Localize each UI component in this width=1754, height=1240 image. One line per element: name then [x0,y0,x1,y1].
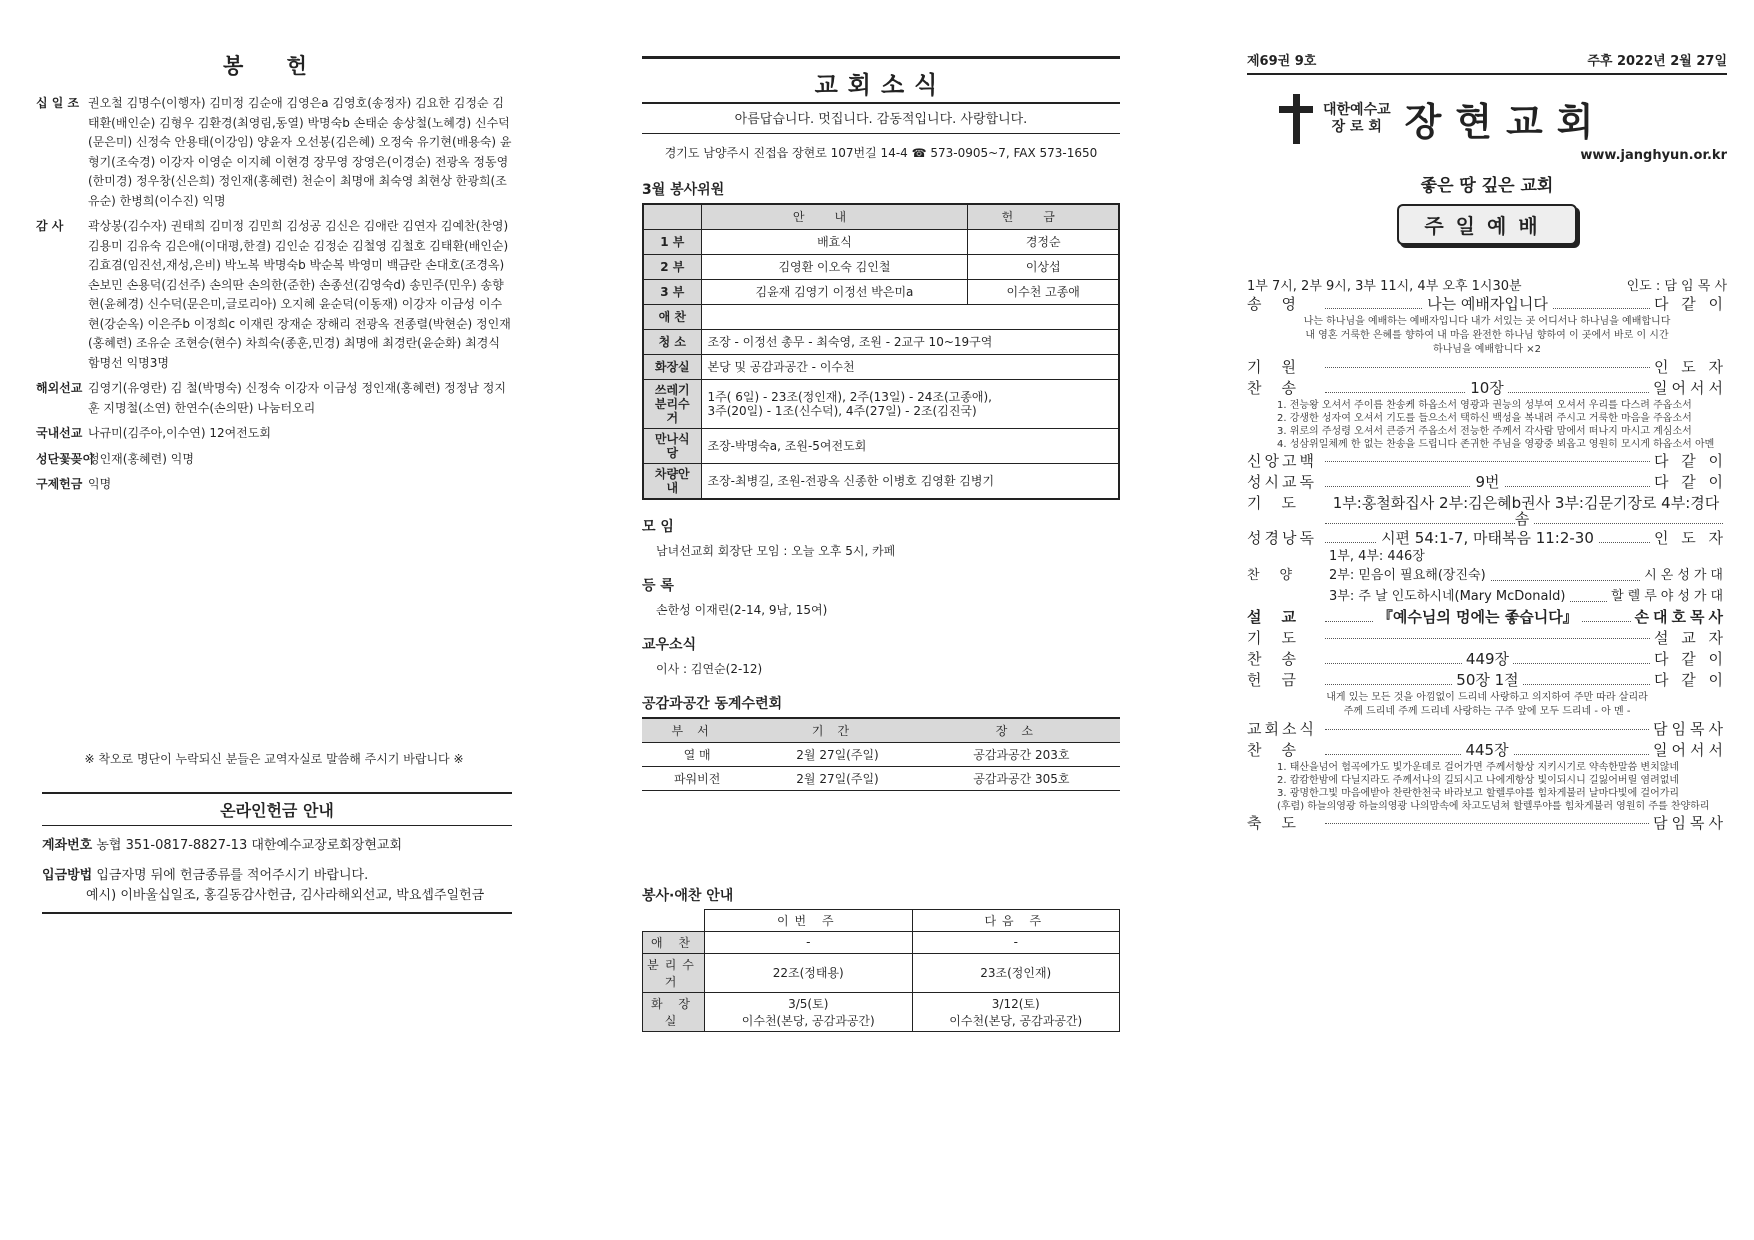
retreat-cell: 2월 27일(주일) [752,766,923,790]
vol-row-label: 애 찬 [643,304,701,329]
order-item: 찬양 [1247,568,1313,583]
lyrics-line: 3. 위로의 주성령 오셔서 큰증거 주옵소서 전능한 주께서 각사람 맘에서 떠나지 마시고 계심소서 [1277,426,1692,437]
worship-column [1247,50,1727,834]
retreat-cell: 공감과공간 203호 [923,742,1120,766]
table-row [643,304,1119,329]
online-offering-title: 온라인헌금 안내 [42,792,512,826]
account-number: 농협 351-0817-8827-13 대한예수교장로회장현교회 [96,838,403,853]
order-detail: 449장 [1462,650,1513,668]
donation-names: 김영기(유영란) 김 철(박명숙) 신정숙 이강자 이금성 정인재(홍혜련) 정정남 정지훈 지명철(소연) 한연수(손의딴) 나눔터오리 [88,381,506,415]
order-detail: 50장 1절 [1452,671,1522,689]
order-item: 축도 [1247,814,1316,832]
order-dots [1325,585,1607,602]
order-leader: 다 같 이 [1653,452,1727,470]
table-row [643,254,1119,279]
vol-row-text: 조장 - 이정선 총무 - 최숙영, 조원 - 2교구 10~19구역 [701,329,1119,354]
retreat-header: 기간 [752,718,923,743]
service-leader: 인도 : 담 임 목 사 [1626,279,1727,294]
anthem-row [1247,549,1727,565]
next-week-table [642,909,1120,1032]
order-item: 기도 [1247,494,1316,512]
donation-row [36,450,512,470]
denomination [1323,102,1391,136]
issue-number: 제69권 9호 [1247,54,1317,69]
order-row [1247,451,1727,472]
offering-column [36,50,512,903]
donation-row [36,379,512,418]
order-detail: 1부:홍철화집사 2부:김은혜b권사 3부:김문기장로 4부:경다솜 [1329,494,1720,528]
church-motto: 좋은 땅 깊은 교회 [1420,176,1554,196]
order-row [1247,607,1727,628]
table-row [643,463,1119,499]
vol-row-text: 조장-박명숙a, 조원-5여전도회 [701,428,1119,463]
order-item: 찬송 [1247,650,1316,668]
donation-row [36,217,512,373]
news-column [642,56,1120,1032]
order-item: 찬송 [1247,741,1316,759]
next-week-this: 22조(정태용) [705,953,913,992]
order-of-worship [1247,294,1727,834]
order-row [1247,472,1727,493]
vol-row-label: 청 소 [643,329,701,354]
order-leader: 담임목사 [1653,814,1727,832]
donation-names: 곽상봉(김수자) 권태희 김미정 김민희 김성공 김신은 김애란 김연자 김예찬(찬영) 김용미 김유숙 김은애(이대평,한결) 김인순 김정순 김철영 김철호 김태환(배인순) 김효겸(임진선,재성,은비) 박노복 박명숙b 박순복 박영미 백금란 손대호(조경옥) 손보민 손용덕(김선주) 손의딴 손의한(준한) 손종선(김영숙d) 송민주(민우) 송향현(윤혜경) 신수덕(문은미,글로리아) 오지혜 윤순덕(이동재) 이강자 이금성 이수현(강순옥) 이은주b 이정희c 이재린 장재순 장해리 전광옥 전종렬(박현순) 정인재(홍혜련) 조유순 조현승(현수) 차희숙(종훈,민경) 최명애 최경란(윤순화) 최경식 함명선 익명3명 [88,219,511,370]
next-week-label: 화 장 실 [643,992,705,1031]
lyrics-line: 4. 성삼위일체께 한 없는 찬송을 드립니다 존귀한 주님을 영광중 뵈옵고 영원히 모시게 하옵소서 아멘 [1277,439,1715,450]
church-name: 장현교회 [1404,99,1608,144]
order-detail: 시편 54:1-7, 마태복음 11:2-30 [1377,529,1598,547]
church-logo [1277,91,1727,146]
vol-row-label: 2 부 [643,254,701,279]
order-dots [1325,292,1650,313]
member-news-title: 교우소식 [642,636,697,653]
order-dots [1325,545,1723,564]
order-detail: 나는 예배자입니다 [1423,295,1552,313]
table-row [643,931,1120,953]
registration-text: 손한성 이재린(2-14, 9남, 15여) [656,602,828,617]
order-dots [1325,564,1640,581]
bulletin-header [1247,50,1727,75]
order-row [1247,649,1727,670]
lyrics-line: 내 영혼 거룩한 은혜를 향하여 내 마음 완전한 하나님 향하여 이 곳에서 바로 이 시간 [1305,330,1669,341]
order-leader: 담임목사 [1653,720,1727,738]
vol-corner [643,204,701,229]
next-week-this: - [705,931,913,953]
order-item: 성시교독 [1247,473,1317,491]
vol-row-text: 1주( 6일) - 23조(정인재), 2주(13일) - 24조(고종애), 3주(20일) - 1조(신수덕), 4주(27일) - 2조(김진국) [701,379,1119,428]
table-row [643,992,1120,1031]
order-row [1247,813,1727,834]
order-item: 신앙고백 [1247,452,1317,470]
online-box-bottom-rule [42,912,512,914]
anthem-choir: 할렐루야성가대 [1611,589,1727,604]
order-dots [1325,470,1650,491]
next-week-corner [643,909,705,931]
news-title: 교회소식 [642,56,1120,104]
vol-row-label: 1 부 [643,229,701,254]
order-dots [1325,823,1649,824]
anthem-piece: 1부, 4부: 446장 [1325,549,1429,564]
retreat-table [642,717,1120,791]
order-leader: 인 도 자 [1653,358,1727,376]
lyrics-line: 3. 광명한그빛 마음에받아 찬란한천국 바라보고 할렐루야를 힘차게불러 날마다빛에 걸어가리 [1277,788,1680,799]
lyrics-line: 내게 있는 모든 것을 아낌없이 드리네 사랑하고 의지하여 주만 따라 살리라 [1326,692,1648,703]
table-row [643,953,1120,992]
donation-names: 권오철 김명수(이행자) 김미정 김순애 김영은a 김영호(송정자) 김요한 김정순 김태환(배인순) 김형우 김환경(최영림,동열) 박명숙b 손태순 송상철(노혜경) 신수덕(문은미) 신정숙 안용태(이강임) 양윤자 오선봉(김은혜) 오정숙 유기현(배용숙) 윤형기(조숙경) 이강자 이영순 이지혜 이현경 장무영 장영은(이경순) 전광옥 정동영(한미경) 정우창(신은희) 정인재(홍혜련) 천순이 최명애 최숙영 최현상 한광희(조유순) 한병희(이수진) 익명 [88,96,512,208]
account-line [42,836,512,856]
church-address: 경기도 남양주시 진접읍 장현로 107번길 14-4 ☎ 573-0905~7, FAX 573-1650 [664,146,1098,160]
order-dots [1325,738,1649,759]
service-times-text: 1부 7시, 2부 9시, 3부 11시, 4부 오후 1시30분 [1247,279,1522,294]
order-item: 설교 [1247,608,1316,626]
vol-guide: 김윤재 김영기 이정선 박은미a [701,279,968,304]
vol-row-text [701,304,1119,329]
vol-row-label: 3 부 [643,279,701,304]
order-row [1247,378,1727,399]
table-row [643,329,1119,354]
order-leader: 다 같 이 [1653,295,1727,313]
donation-row [36,475,512,495]
order-item: 교회소식 [1247,720,1317,738]
lyrics-line: 2. 강생한 성자여 오셔서 기도를 들으소서 택하신 백성을 복내려 주시고 거룩한 마음을 주옵소서 [1277,413,1692,424]
order-leader: 일어서서 [1653,379,1727,397]
order-item: 기도 [1247,629,1316,647]
order-row [1247,719,1727,740]
order-item: 기원 [1247,358,1316,376]
order-detail: 10장 [1466,379,1508,397]
retreat-header: 부서 [642,718,752,743]
donation-category: 십 일 조 [36,96,80,110]
anthem-choir: 시온성가대 [1644,568,1727,583]
order-row [1247,357,1727,378]
donation-category: 성단꽃꽂이 [36,451,94,466]
worship-title-box: 주일예배 [1397,204,1577,245]
order-dots [1325,376,1649,397]
anthem-row [1247,586,1727,607]
vol-row-text: 조장-최병길, 조원-전광옥 신종한 이병호 김영환 김병기 [701,463,1119,499]
anthem-piece: 2부: 믿음이 필요해(장진숙) [1325,568,1490,583]
method-text: 입금자명 뒤에 헌금종류를 적어주시기 바랍니다. [96,868,369,883]
order-dots [1325,491,1723,528]
next-week-header: 이번 주 [705,909,913,931]
denomination-line-2: 장 로 회 [1331,118,1382,135]
vol-row-label: 만나식당 [643,428,701,463]
order-detail: 445장 [1461,741,1512,759]
order-row [1247,294,1727,315]
vol-row-text: 본당 및 공감과공간 - 이수천 [701,354,1119,379]
online-offering-box [42,792,512,914]
denomination-line-1: 대한예수교 [1323,101,1391,118]
order-row [1247,670,1727,691]
order-leader: 설 교 자 [1653,629,1727,647]
donation-names: 나규미(김주아,이수연) 12여전도회 [88,426,271,440]
donation-row [36,424,512,444]
method-label: 입금방법 [42,868,93,883]
vol-header: 안내 [701,204,968,229]
vol-offering: 이수천 고종애 [968,279,1119,304]
meeting-title: 모 임 [642,518,674,535]
order-dots [1325,668,1650,689]
donation-category: 감 사 [36,219,64,233]
vol-row-label: 차량안내 [643,463,701,499]
vol-guide: 김영환 이오숙 김인철 [701,254,968,279]
account-label: 계좌번호 [42,838,93,853]
lyrics-line: 주께 드리네 주께 드리네 사랑하는 구주 앞에 모두 드리네 - 아 멘 - [1343,706,1631,717]
vol-row-label: 쓰레기 분리수거 [643,379,701,428]
meeting-text: 남녀선교회 회장단 모임 : 오늘 오후 5시, 카페 [656,543,896,558]
table-row [643,354,1119,379]
lyrics-line: 1. 태산을넘어 험곡에가도 빛가운데로 걸어가면 주께서항상 지키시기로 약속한말씀 변치않네 [1277,762,1680,773]
registration-title: 등 록 [642,577,674,594]
donation-row [36,94,512,211]
lyrics-line: (후렴) 하늘의영광 하늘의영광 나의맘속에 차고도넘쳐 할렐루야를 힘차게불러 영원히 주를 찬양하리 [1277,801,1710,812]
order-item: 송영 [1247,295,1316,313]
order-dots [1325,647,1650,668]
church-website[interactable]: www.janghyun.or.kr [1580,148,1727,163]
vol-header: 헌금 [968,204,1119,229]
order-detail: 9번 [1471,473,1503,491]
retreat-cell: 열 매 [642,742,752,766]
bulletin-date: 주후 2022년 2월 27일 [1587,54,1727,69]
donation-category: 해외선교 [36,381,83,395]
table-row [643,379,1119,428]
next-week-next: - [912,931,1120,953]
donation-category: 국내선교 [36,426,83,440]
order-leader: 다 같 이 [1653,473,1727,491]
order-dots [1325,729,1649,730]
donation-names: 정인재(홍혜련) 익명 [88,451,194,466]
next-week-label: 분리수거 [643,953,705,992]
retreat-cell: 공감과공간 305호 [923,766,1120,790]
lyrics-line: 1. 전능왕 오셔서 주이름 찬송케 하옵소서 영광과 권능의 성부여 오셔서 우리를 다스려 주옵소서 [1277,400,1692,411]
order-leader: 다 같 이 [1653,671,1727,689]
table-row [643,279,1119,304]
next-week-label: 애 찬 [643,931,705,953]
donation-list [36,94,512,495]
method-line [42,866,512,886]
retreat-header: 장소 [923,718,1120,743]
news-slogan: 아름답습니다. 멋집니다. 감동적입니다. 사랑합니다. [642,104,1120,134]
order-detail: 『예수님의 멍에는 좋습니다』 [1374,608,1582,626]
order-row [1247,493,1727,528]
retreat-title: 공감과공간 동계수련회 [642,695,783,712]
retreat-cell: 파워비전 [642,766,752,790]
order-leader: 다 같 이 [1653,650,1727,668]
table-row [642,742,1120,766]
order-dots [1325,367,1650,368]
donation-category: 구제헌금 [36,477,83,491]
vol-row-label: 화장실 [643,354,701,379]
volunteers-table [642,203,1120,500]
table-row [643,229,1119,254]
lyrics-line: 하나님을 예배합니다 ×2 [1432,344,1542,355]
retreat-cell: 2월 27일(주일) [752,742,923,766]
lyrics-line: 나는 하나님을 예배하는 예배자입니다 내가 서있는 곳 어디서나 하나님을 예배합니다 [1303,316,1671,327]
next-week-next: 23조(정인재) [912,953,1120,992]
order-item: 찬송 [1247,379,1316,397]
order-leader: 일어서서 [1653,741,1727,759]
vol-guide: 배효식 [701,229,968,254]
donation-names: 익명 [88,477,112,491]
order-dots [1325,526,1650,547]
order-item: 성경낭독 [1247,529,1317,547]
omission-note: ※ 착오로 명단이 누락되신 분들은 교역자실로 말씀해 주시기 바랍니다 ※ [84,752,464,766]
cross-icon [1277,94,1315,144]
next-week-title: 봉사·애찬 안내 [642,887,734,904]
order-item: 헌금 [1247,671,1316,689]
method-example: 예시) 이바울십일조, 홍길동감사헌금, 김사라해외선교, 박요셉주일헌금 [86,888,485,903]
next-week-this: 3/5(토) 이수천(본당, 공감과공간) [705,992,913,1031]
table-row [643,428,1119,463]
order-dots [1325,461,1650,462]
vol-offering: 이상섭 [968,254,1119,279]
next-week-next: 3/12(토) 이수천(본당, 공감과공간) [912,992,1120,1031]
lyrics-line: 2. 캄캄한밤에 다닐지라도 주께서나의 길되시고 나에게항상 빛이되시니 길잃어버릴 염려없네 [1277,775,1680,786]
volunteers-title: 3월 봉사위원 [642,182,725,198]
order-leader: 손대호목사 [1634,608,1727,626]
table-row [642,766,1120,790]
anthem-row [1247,565,1727,586]
order-leader: 인 도 자 [1653,529,1727,547]
order-dots [1325,638,1650,639]
order-row [1247,628,1727,649]
order-row [1247,740,1727,761]
member-news-text: 이사 : 김연순(2-12) [656,661,763,676]
next-week-header: 다음 주 [912,909,1120,931]
vol-offering: 경정순 [968,229,1119,254]
order-dots [1325,605,1631,626]
offering-title: 봉 헌 [223,54,325,78]
anthem-piece: 3부: 주 날 인도하시네(Mary McDonald) [1325,589,1569,604]
